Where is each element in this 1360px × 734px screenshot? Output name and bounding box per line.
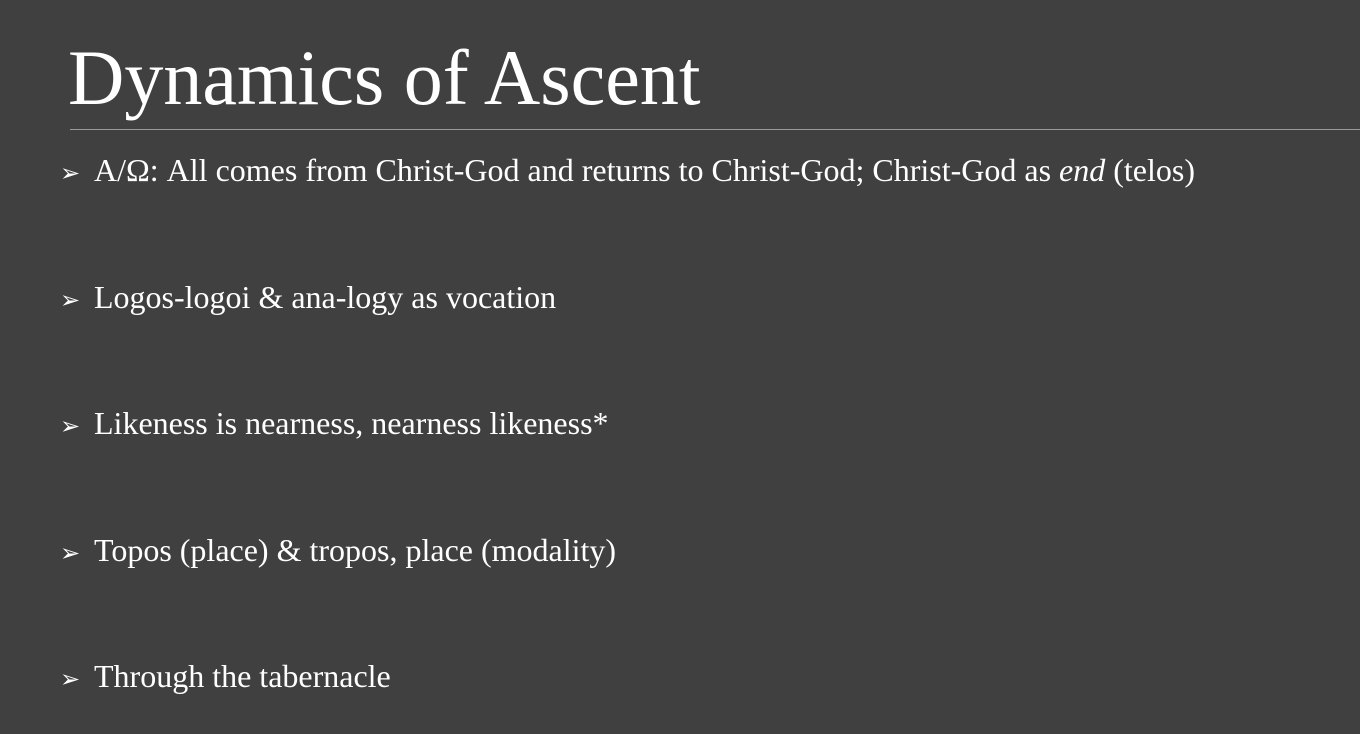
arrow-bullet-icon: ➢ [60, 286, 81, 314]
bullet-item [60, 275, 556, 322]
slide-title: Dynamics of Ascent [68, 34, 701, 121]
arrow-bullet-icon: ➢ [60, 539, 81, 567]
bullet-text-part: A/Ω: All comes from Christ-God and returns to Christ-God; Christ-God as [94, 152, 1060, 188]
bullet-text: Logos-logoi & ana-logy as vocation [94, 279, 557, 315]
bullet-text: Topos (place) & tropos, place (modality) [94, 532, 617, 568]
bullet-emphasis: end [1059, 152, 1106, 188]
title-divider [70, 129, 1360, 130]
bullet-text: Likeness is nearness, nearness likeness* [94, 405, 609, 441]
bullet-item [60, 148, 1195, 195]
bullet-text-part: (telos) [1105, 152, 1195, 188]
bullet-text: Through the tabernacle [94, 658, 391, 694]
arrow-bullet-icon: ➢ [60, 159, 81, 187]
arrow-bullet-icon: ➢ [60, 665, 81, 693]
bullet-item [60, 528, 616, 575]
arrow-bullet-icon: ➢ [60, 412, 81, 440]
bullet-item [60, 654, 391, 701]
bullet-text [94, 148, 1195, 192]
bullet-item [60, 401, 609, 448]
